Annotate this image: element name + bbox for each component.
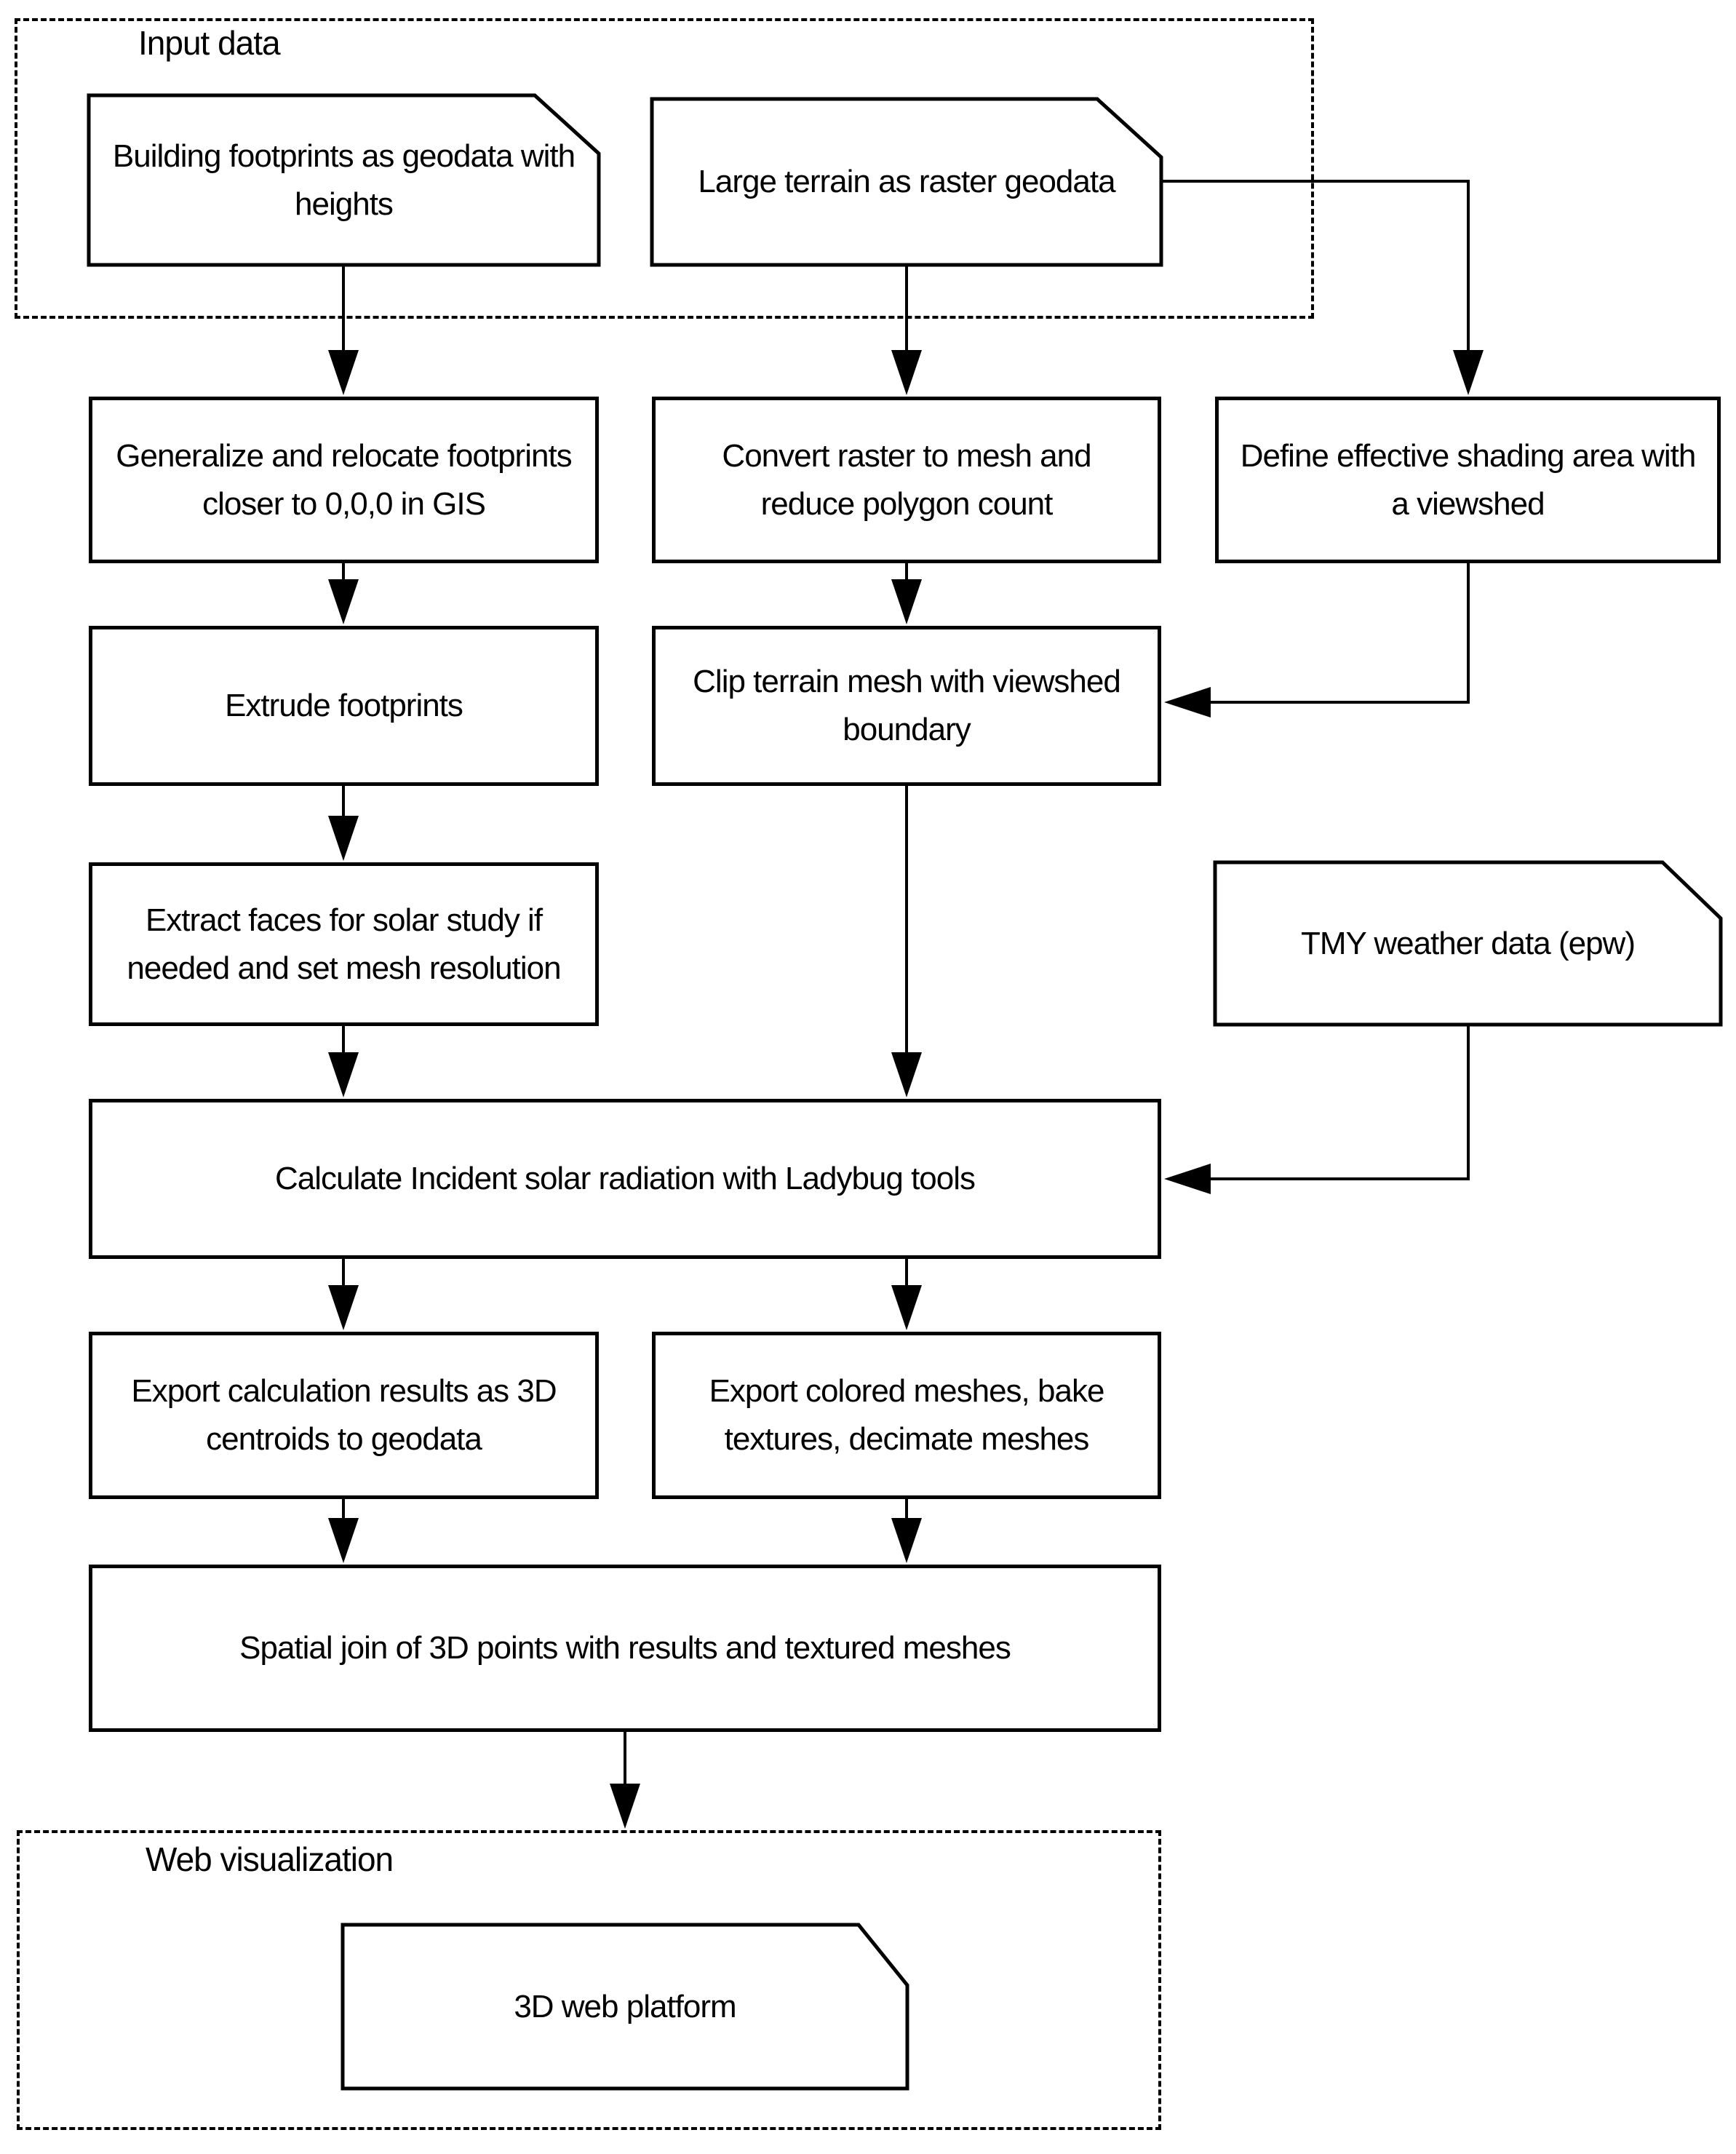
node-building-footprints: Building footprints as geodata with heights (112, 138, 576, 222)
node-extract-faces: Extract faces for solar study if needed and set mesh resolution (89, 862, 599, 1026)
node-extrude-footprints: Extrude footprints (89, 626, 599, 786)
arrow-extrude-to-extract (328, 786, 359, 861)
web-visualization-group-label: Web visualization (146, 1840, 394, 1878)
arrow-terrain-to-define-shading (1161, 181, 1484, 395)
arrow-generalize-to-extrude (328, 563, 359, 624)
arrow-tmy-to-calculate (1164, 1025, 1468, 1194)
node-export-calculation-results: Export calculation results as 3D centroids to geodata (89, 1332, 599, 1499)
node-export-colored-meshes: Export colored meshes, bake textures, decimate meshes (652, 1332, 1161, 1499)
arrow-building-to-generalize (328, 265, 359, 395)
node-3d-web-platform: 3D web platform (514, 1988, 736, 2024)
arrow-export-results-to-spatial (328, 1499, 359, 1563)
node-tmy-weather-data: TMY weather data (epw) (1301, 925, 1635, 961)
arrow-spatial-to-web-visualization (610, 1732, 640, 1829)
node-large-terrain: Large terrain as raster geodata (698, 164, 1115, 199)
arrow-calculate-to-export-results (328, 1259, 359, 1330)
arrow-clip-to-calculate (891, 786, 922, 1097)
arrow-define-shading-to-clip (1164, 563, 1468, 718)
node-spatial-join: Spatial join of 3D points with results and textured meshes (89, 1565, 1161, 1732)
arrow-export-meshes-to-spatial (891, 1499, 922, 1563)
arrow-terrain-to-convert (891, 265, 922, 395)
arrow-convert-to-clip (891, 563, 922, 624)
node-generalize-relocate: Generalize and relocate footprints closer to 0,0,0 in GIS (89, 397, 599, 563)
arrow-extract-to-calculate (328, 1026, 359, 1097)
node-define-shading-area: Define effective shading area with a viewshed (1215, 397, 1721, 563)
arrow-calculate-to-export-meshes (891, 1259, 922, 1330)
node-convert-raster: Convert raster to mesh and reduce polygon count (652, 397, 1161, 563)
node-clip-terrain-mesh: Clip terrain mesh with viewshed boundary (652, 626, 1161, 786)
node-calculate-solar-radiation: Calculate Incident solar radiation with Ladybug tools (89, 1099, 1161, 1259)
input-data-group-label: Input data (138, 24, 280, 62)
